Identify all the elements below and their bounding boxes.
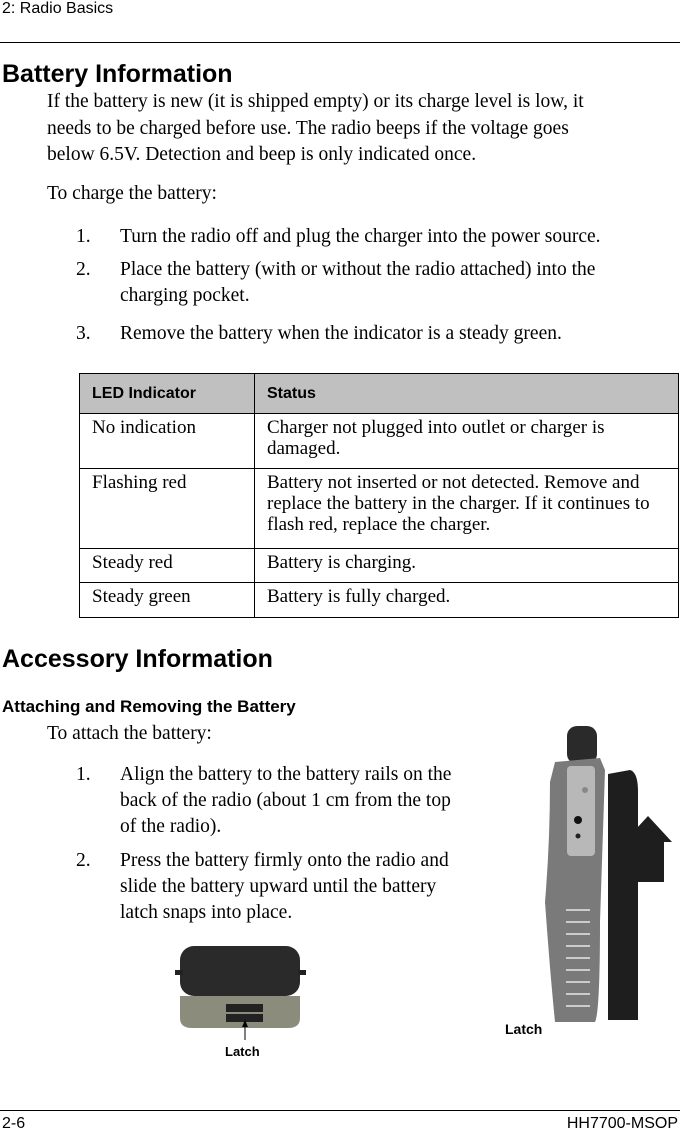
radio-side-illustration [500, 722, 680, 1022]
table-row [80, 549, 679, 583]
led-status-table [79, 373, 679, 618]
column-header: Status [255, 374, 679, 414]
step-text: back of the radio (about 1 cm from the top [120, 790, 451, 811]
step-text: Press the battery firmly onto the radio and [120, 850, 449, 871]
status-cell: Battery not inserted or not detected. Remove and replace the battery in the charger. If it continues to flash red, replace the charger. [255, 469, 679, 549]
page-number: 2-6 [2, 1115, 26, 1132]
bottom-latch-label: Latch [225, 1044, 260, 1059]
status-cell: Battery is charging. [255, 549, 679, 583]
led-cell: No indication [80, 414, 255, 469]
chapter-header: 2: Radio Basics [2, 0, 114, 17]
status-cell: Charger not plugged into outlet or charger is damaged. [255, 414, 679, 469]
intro-line: below 6.5V. Detection and beep is only indicated once. [47, 144, 477, 165]
step-number: 2. [76, 259, 91, 280]
charge-lead: To charge the battery: [47, 183, 217, 204]
battery-title: Battery Information [2, 60, 233, 88]
header-rule [0, 42, 680, 43]
step-text: Align the battery to the battery rails on the [120, 764, 452, 785]
led-cell: Flashing red [80, 469, 255, 549]
step-text: Place the battery (with or without the radio attached) into the [120, 259, 596, 280]
status-cell: Battery is fully charged. [255, 583, 679, 618]
step-number: 3. [76, 323, 91, 344]
accessory-title: Accessory Information [2, 645, 273, 673]
column-header: LED Indicator [80, 374, 255, 414]
intro-line: needs to be charged before use. The radio beeps if the voltage goes [47, 117, 569, 139]
step-text: Turn the radio off and plug the charger into the power source. [120, 226, 601, 247]
step-text: charging pocket. [120, 285, 250, 306]
step-number: 1. [76, 764, 91, 785]
step-number: 1. [76, 226, 91, 247]
document-id: HH7700-MSOP [566, 1115, 678, 1132]
table-header-row [80, 374, 679, 414]
step-text: slide the battery upward until the battery [120, 876, 437, 897]
footer-rule [0, 1110, 680, 1111]
table-row [80, 469, 679, 549]
step-text: of the radio). [120, 816, 222, 837]
intro-line: If the battery is new (it is shipped empty) or its charge level is low, it [47, 91, 584, 112]
table-row [80, 414, 679, 469]
accessory-subtitle: Attaching and Removing the Battery [2, 697, 296, 716]
battery-bottom-illustration [170, 940, 320, 1040]
side-latch-label: Latch [505, 1021, 543, 1037]
step-text: Remove the battery when the indicator is a steady green. [120, 323, 562, 344]
step-number: 2. [76, 850, 91, 871]
battery-intro [47, 89, 584, 169]
step-text: latch snaps into place. [120, 902, 293, 923]
led-cell: Steady green [80, 583, 255, 618]
table-row [80, 583, 679, 618]
attach-lead: To attach the battery: [47, 723, 212, 744]
led-cell: Steady red [80, 549, 255, 583]
